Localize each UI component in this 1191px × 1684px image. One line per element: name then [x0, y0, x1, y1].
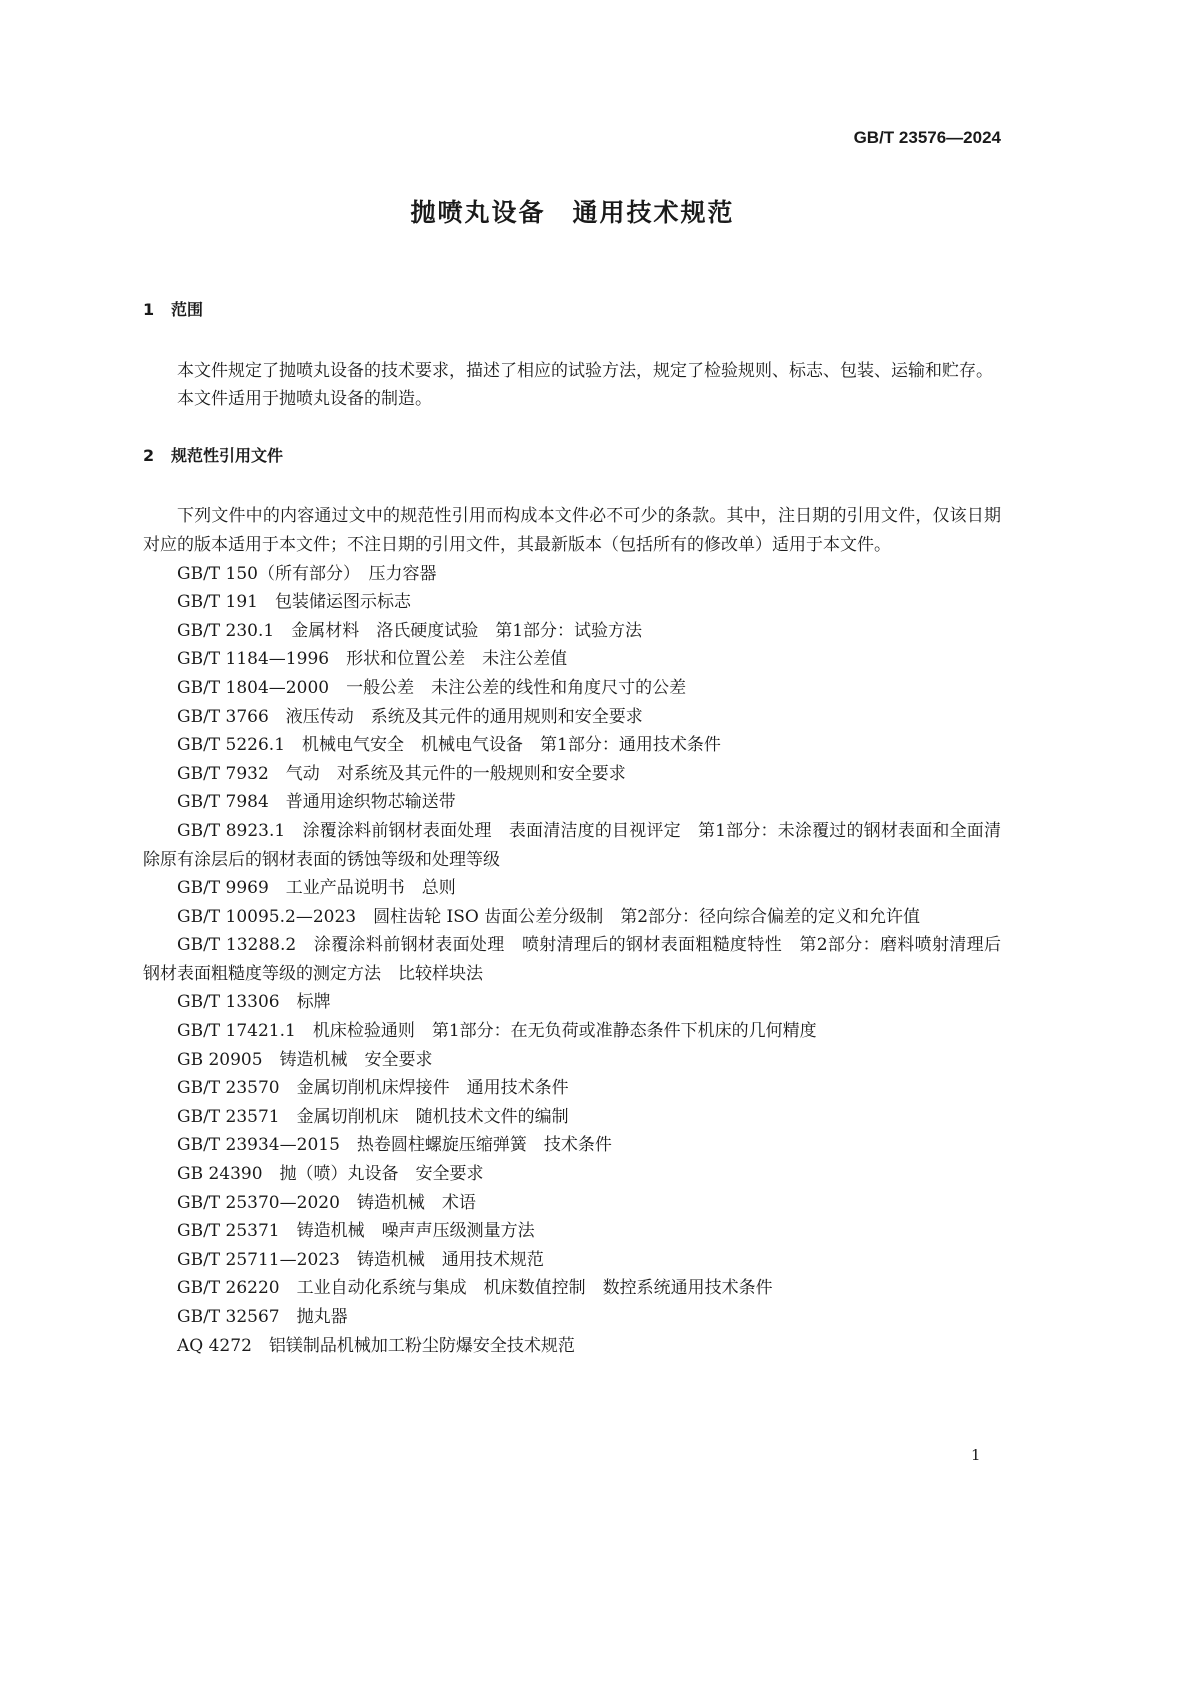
reference-item: GB 24390 抛（喷）丸设备 安全要求: [177, 1164, 484, 1185]
reference-item: GB/T 23570 金属切削机床焊接件 通用技术条件: [177, 1078, 569, 1099]
reference-item: AQ 4272 铝镁制品机械加工粉尘防爆安全技术规范: [177, 1335, 575, 1356]
reference-item: GB/T 230.1 金属材料 洛氏硬度试验 第1部分：试验方法: [177, 620, 643, 641]
reference-item: GB/T 23571 金属切削机床 随机技术文件的编制: [177, 1106, 569, 1127]
reference-item: GB/T 13288.2 涂覆涂料前钢材表面处理 喷射清理后的钢材表面粗糙度特性 第2部分：磨料喷射清理后钢材表面粗糙度等级的测定方法 比较样块法: [143, 935, 1001, 984]
standard-number: GB/T 23576—2024: [853, 128, 1001, 147]
reference-item: GB/T 7932 气动 对系统及其元件的一般规则和安全要求: [177, 763, 626, 784]
section-title: 规范性引用文件: [171, 445, 284, 465]
document-title: 抛喷丸设备 通用技术规范: [410, 198, 735, 227]
reference-item: GB/T 25711—2023 铸造机械 通用技术规范: [177, 1249, 544, 1270]
paragraph: 下列文件中的内容通过文中的规范性引用而构成本文件必不可少的条款。其中，注日期的引用文件，仅该日期对应的版本适用于本文件；不注日期的引用文件，其最新版本（包括所有的修改单）适用于本文件。: [143, 506, 1001, 555]
reference-item: GB/T 7984 普通用途织物芯输送带: [177, 792, 456, 813]
section-heading-normative-references: [143, 442, 1001, 471]
reference-list: [143, 560, 1001, 1361]
reference-item: GB/T 25370—2020 铸造机械 术语: [177, 1192, 476, 1213]
section-number: 1: [143, 300, 155, 319]
reference-item: GB/T 17421.1 机床检验通则 第1部分：在无负荷或准静态条件下机床的几何精度: [177, 1021, 817, 1042]
reference-item: GB/T 1184—1996 形状和位置公差 未注公差值: [177, 649, 568, 670]
reference-item: GB/T 8923.1 涂覆涂料前钢材表面处理 表面清洁度的目视评定 第1部分：未涂覆过的钢材表面和全面清除原有涂层后的钢材表面的锈蚀等级和处理等级: [143, 820, 1001, 870]
reference-item: GB/T 1804—2000 一般公差 未注公差的线性和角度尺寸的公差: [177, 677, 687, 698]
reference-item: GB/T 13306 标牌: [177, 992, 331, 1013]
reference-item: GB/T 25371 铸造机械 噪声声压级测量方法: [177, 1221, 535, 1242]
reference-item: GB/T 32567 抛丸器: [177, 1307, 348, 1327]
reference-item: GB 20905 铸造机械 安全要求: [177, 1049, 433, 1070]
section-title: 范围: [171, 300, 204, 319]
reference-item: GB/T 191 包装储运图示标志: [177, 592, 411, 613]
reference-item: GB/T 26220 工业自动化系统与集成 机床数值控制 数控系统通用技术条件: [177, 1278, 773, 1299]
reference-item: GB/T 9969 工业产品说明书 总则: [177, 878, 456, 899]
page-number: 1: [971, 1446, 981, 1464]
reference-item: GB/T 3766 液压传动 系统及其元件的通用规则和安全要求: [177, 706, 643, 727]
reference-item: GB/T 150（所有部分） 压力容器: [177, 563, 437, 584]
section-number: 2: [143, 445, 155, 465]
reference-item: GB/T 5226.1 机械电气安全 机械电气设备 第1部分：通用技术条件: [177, 735, 721, 756]
reference-item: GB/T 23934—2015 热卷圆柱螺旋压缩弹簧 技术条件: [177, 1135, 612, 1156]
section-heading-scope: [143, 296, 1001, 325]
paragraph: 本文件适用于抛喷丸设备的制造。: [177, 389, 432, 410]
reference-item: GB/T 10095.2—2023 圆柱齿轮 ISO 齿面公差分级制 第2部分：径向综合偏差的定义和允许值: [177, 906, 921, 927]
document-body: [143, 296, 1001, 1360]
paragraph: 本文件规定了抛喷丸设备的技术要求，描述了相应的试验方法，规定了检验规则、标志、包装、运输和贮存。: [177, 360, 993, 381]
